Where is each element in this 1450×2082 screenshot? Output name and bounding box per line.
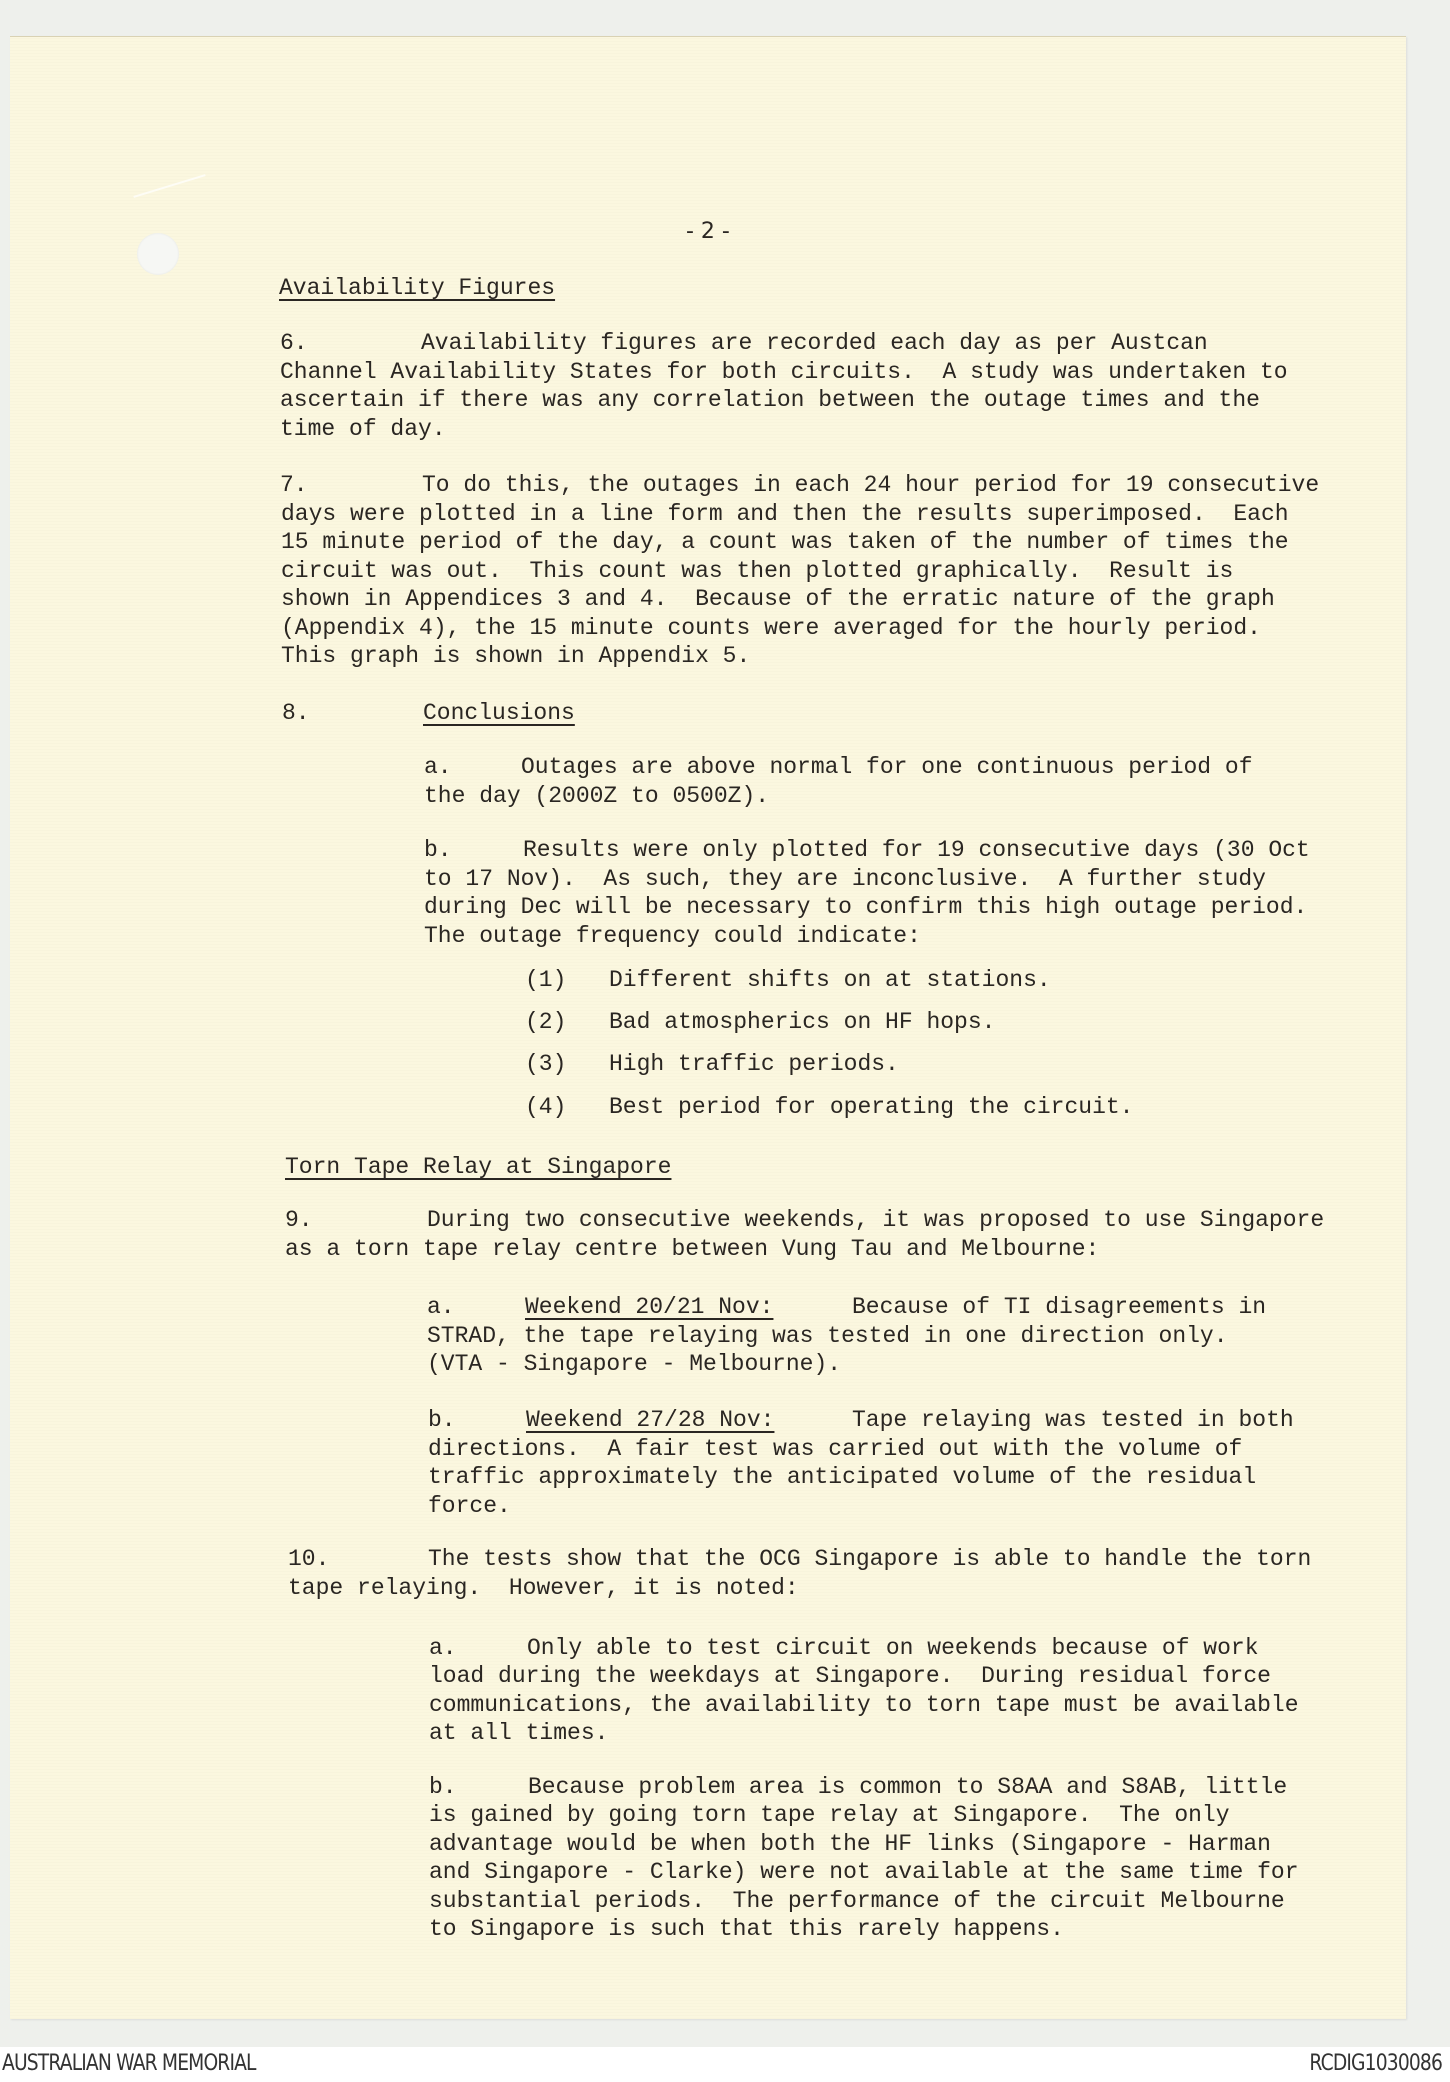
sub-item-line: The outage frequency could indicate: <box>424 923 921 949</box>
sub-item-line: Only able to test circuit on weekends because of work <box>527 1635 1259 1661</box>
paragraph-line: ascertain if there was any correlation between the outage times and the <box>280 387 1260 413</box>
sub-item-line: Because problem area is common to S8AA and S8AB, little <box>528 1774 1288 1800</box>
punch-hole <box>137 233 179 275</box>
sub-item-label: a. <box>424 754 452 780</box>
sub-item-line: Tape relaying was tested in both <box>852 1407 1294 1433</box>
subheading-conclusions: Conclusions <box>423 700 575 726</box>
sub-item-title: Weekend 20/21 Nov: <box>525 1294 774 1320</box>
paragraph-line: shown in Appendices 3 and 4. Because of the erratic nature of the graph <box>281 586 1275 612</box>
archive-record-id: RCDIG1030086 <box>1309 2051 1442 2076</box>
sub-item-line: is gained by going torn tape relay at Singapore. The only <box>429 1802 1230 1828</box>
archive-footer <box>0 2047 1450 2082</box>
sub-item-line: Because of TI disagreements in <box>852 1294 1267 1320</box>
paper-crease <box>133 174 205 198</box>
paragraph-line: 15 minute period of the day, a count was taken of the number of times the <box>281 529 1289 555</box>
paragraph-line: To do this, the outages in each 24 hour period for 19 consecutive <box>422 472 1320 498</box>
sub-item-line: communications, the availability to torn tape must be available <box>429 1692 1299 1718</box>
sub-item-label: b. <box>424 837 452 863</box>
sub-item-line: STRAD, the tape relaying was tested in one direction only. <box>427 1323 1228 1349</box>
sub-item-line: load during the weekdays at Singapore. During residual force <box>429 1663 1271 1689</box>
sub-item-line: to Singapore is such that this rarely happens. <box>429 1916 1064 1942</box>
paragraph-number: 10. <box>288 1546 330 1572</box>
paragraph-line: as a torn tape relay centre between Vung Tau and Melbourne: <box>285 1236 1100 1262</box>
sub-item-line: during Dec will be necessary to confirm this high outage period. <box>424 894 1308 920</box>
section-heading-availability: Availability Figures <box>279 275 556 301</box>
paragraph-number: 9. <box>285 1207 313 1233</box>
sub-item-label: b. <box>428 1407 456 1433</box>
list-item: Different shifts on at stations. <box>609 967 1051 993</box>
paragraph-line: tape relaying. However, it is noted: <box>288 1575 799 1601</box>
list-item-number: (3) <box>525 1051 567 1077</box>
sub-item-label: a. <box>427 1294 455 1320</box>
paragraph-line: (Appendix 4), the 15 minute counts were averaged for the hourly period. <box>281 615 1261 641</box>
paragraph-line: The tests show that the OCG Singapore is able to handle the torn <box>428 1546 1312 1572</box>
paragraph-number: 6. <box>280 330 308 356</box>
paragraph-number: 8. <box>282 700 310 726</box>
sub-item-title: Weekend 27/28 Nov: <box>526 1407 775 1433</box>
paragraph-number: 7. <box>280 472 308 498</box>
sub-item-line: and Singapore - Clarke) were not available at the same time for <box>429 1859 1299 1885</box>
list-item-number: (1) <box>525 967 567 993</box>
sub-item-line: traffic approximately the anticipated volume of the residual <box>428 1464 1257 1490</box>
sub-item-line: Results were only plotted for 19 consecutive days (30 Oct <box>523 837 1310 863</box>
paragraph-line: days were plotted in a line form and then the results superimposed. Each <box>281 501 1289 527</box>
paragraph-line: Channel Availability States for both circuits. A study was undertaken to <box>280 359 1288 385</box>
sub-item-label: a. <box>429 1635 457 1661</box>
list-item: Bad atmospherics on HF hops. <box>609 1009 996 1035</box>
sub-item-line: substantial periods. The performance of the circuit Melbourne <box>429 1888 1285 1914</box>
list-item-number: (4) <box>525 1094 567 1120</box>
sub-item-line: to 17 Nov). As such, they are inconclusive. A further study <box>424 866 1266 892</box>
sub-item-line: directions. A fair test was carried out with the volume of <box>428 1436 1243 1462</box>
paragraph-line: circuit was out. This count was then plotted graphically. Result is <box>281 558 1234 584</box>
sub-item-label: b. <box>429 1774 457 1800</box>
sub-item-line: Outages are above normal for one continuous period of <box>521 754 1253 780</box>
page-number: - 2 - <box>686 219 730 244</box>
list-item-number: (2) <box>525 1009 567 1035</box>
list-item: Best period for operating the circuit. <box>609 1094 1134 1120</box>
section-heading-torn-tape: Torn Tape Relay at Singapore <box>285 1154 672 1180</box>
archive-name: AUSTRALIAN WAR MEMORIAL <box>2 2051 256 2076</box>
sub-item-line: at all times. <box>429 1720 609 1746</box>
list-item: High traffic periods. <box>609 1051 899 1077</box>
paragraph-line: time of day. <box>280 416 446 442</box>
paragraph-line: This graph is shown in Appendix 5. <box>281 643 751 669</box>
sub-item-line: (VTA - Singapore - Melbourne). <box>427 1351 842 1377</box>
paragraph-line: Availability figures are recorded each day as per Austcan <box>421 330 1208 356</box>
sub-item-line: advantage would be when both the HF links (Singapore - Harman <box>429 1831 1271 1857</box>
sub-item-line: force. <box>428 1493 511 1519</box>
paragraph-line: During two consecutive weekends, it was proposed to use Singapore <box>427 1207 1325 1233</box>
sub-item-line: the day (2000Z to 0500Z). <box>424 783 770 809</box>
